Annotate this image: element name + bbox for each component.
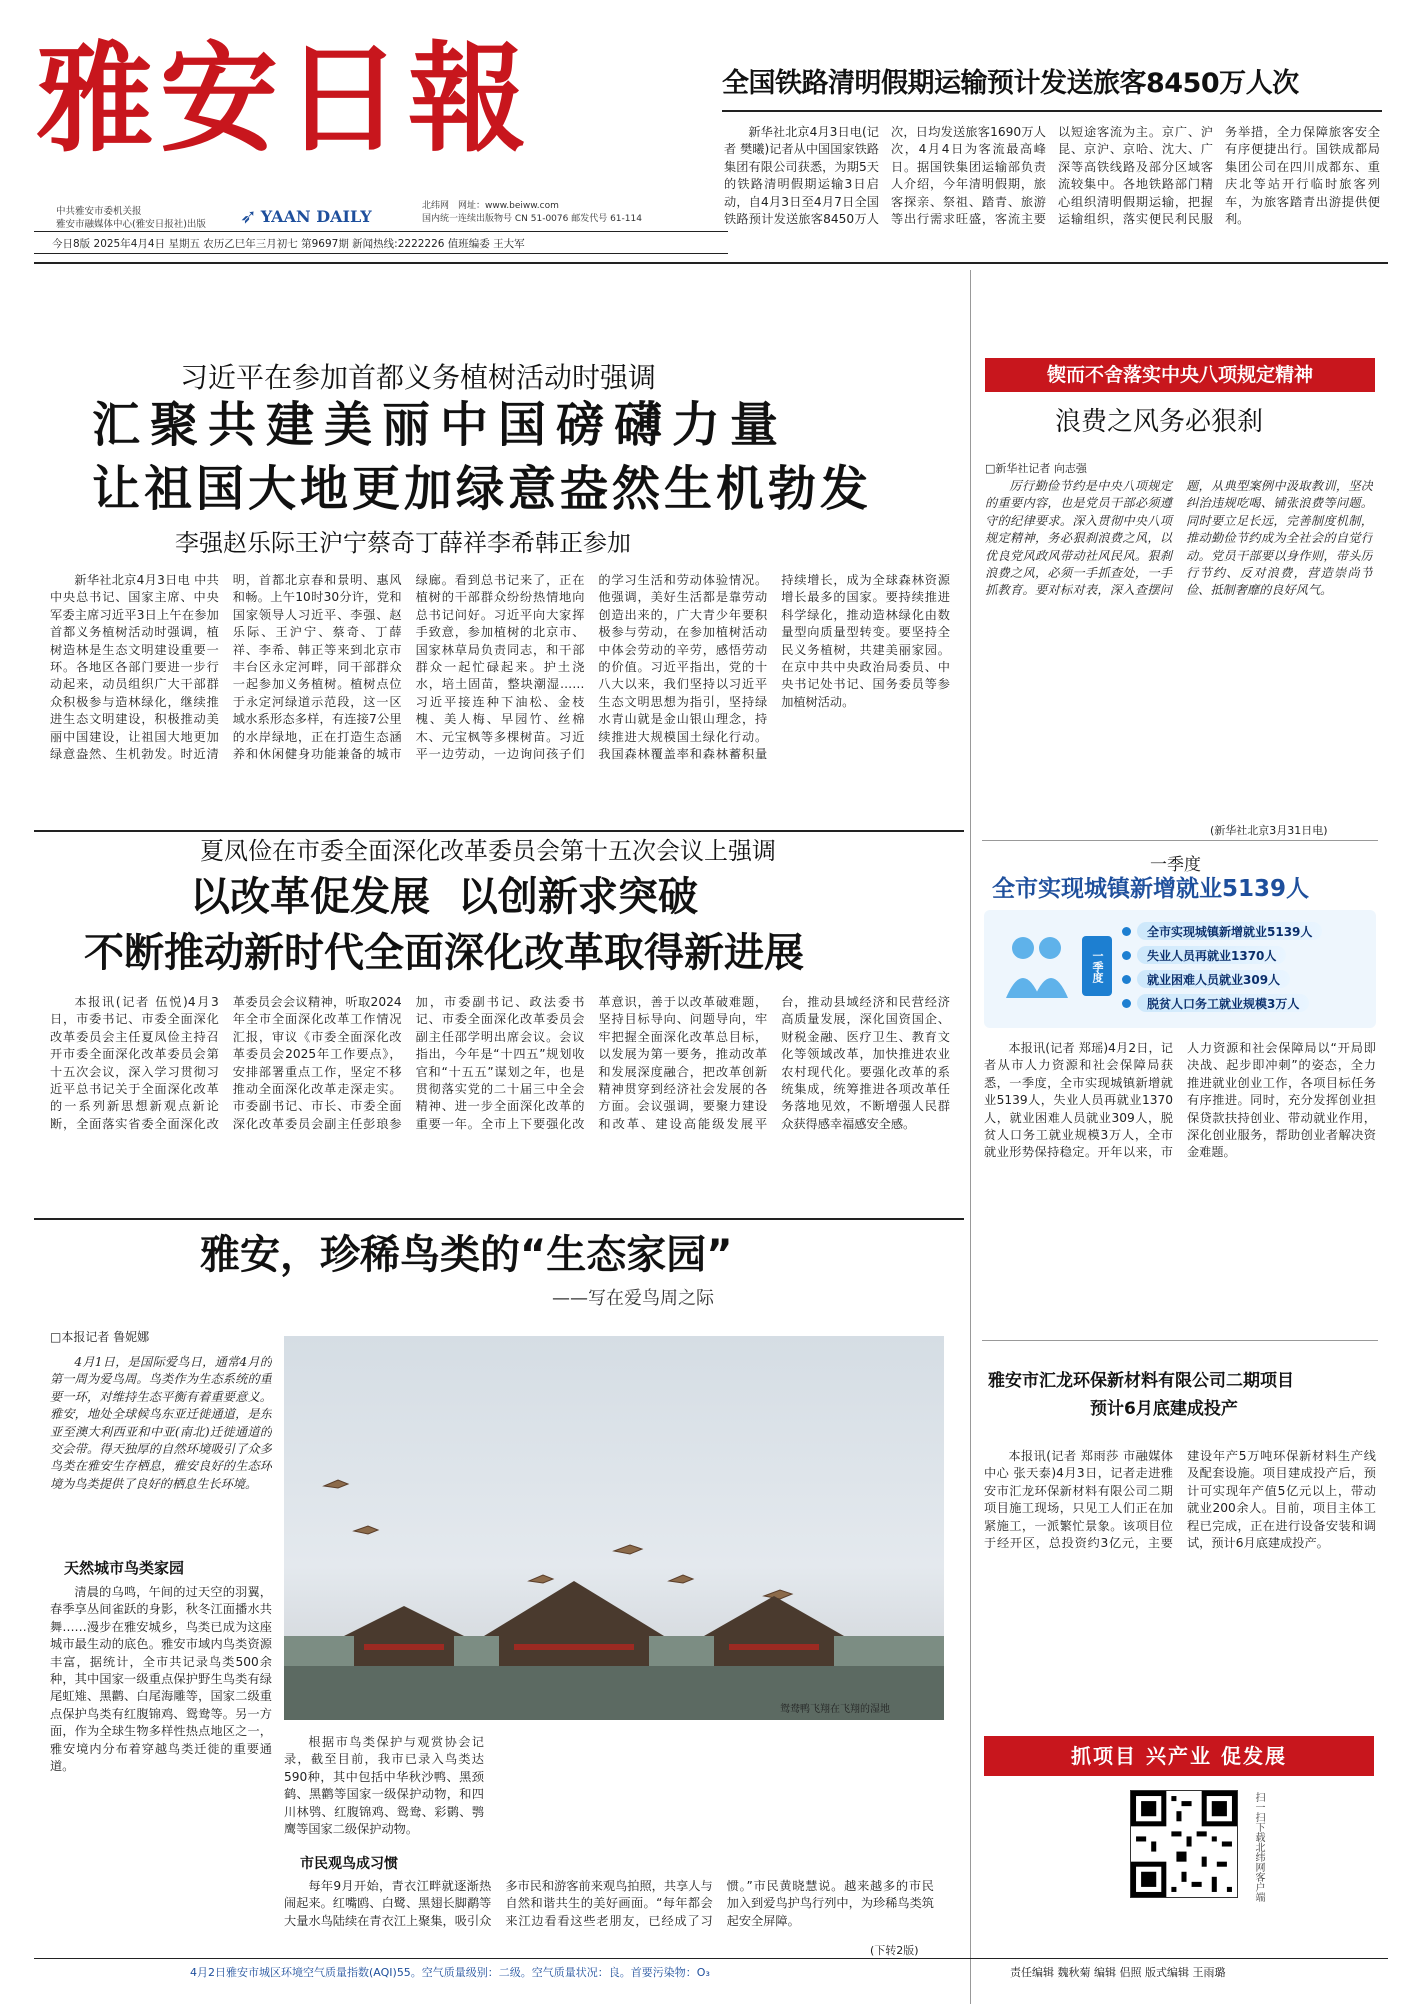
employment-bullet: 失业人员再就业1370人 — [1122, 946, 1370, 964]
employment-infographic — [984, 910, 1376, 1028]
reform-headline-line1: 以改革促发展 以创新求突破 — [190, 874, 698, 920]
employment-bullet: 全市实现城镇新增就业5139人 — [1122, 922, 1370, 940]
birds-subhead: ——写在爱鸟周之际 — [552, 1288, 714, 1309]
bird-logo-icon: ➶ — [240, 204, 257, 228]
project-headline-line2: 预计6月底建成投产 — [1090, 1399, 1238, 1419]
birds-body3: 每年9月开始，青衣江畔就逐渐热闹起来。红嘴鸥、白鹭、黑翅长脚鹬等大量水鸟陆续在青衣江上聚集，吸引众多市民和游客前来观鸟拍照，共享人与自然和谐共生的美好画面。“每年都会来江边看看这些老朋友，已经成了习惯。”市民黄晓慧说。越来越多的市民加入到爱鸟护鸟行列中，为珍稀鸟类筑起安全屏障。 — [284, 1879, 934, 1928]
birds-body2: 根据市鸟类保护与观赏协会记录，截至目前，我市已录入鸟类达590种，其中包括中华秋沙鸭、黑颈鹤、黑鹳等国家一级保护动物，和四川林鸮、红腹锦鸡、鸳鸯、彩鹮、鹗鹰等国家二级保护动物。 — [284, 1735, 484, 1837]
birds-body1: 清晨的乌鸣，午间的过天空的羽翼，春季享丛间雀跃的身影，秋冬江面播水共舞……漫步在雅安城乡，鸟类已成为这座城市最生动的底色。雅安市域内鸟类资源丰富，据统计，全市共记录鸟类500余种，其中国家一级重点保护野生鸟类有绿尾虹雉、黑鹳、白尾海雕等，国家二级重点保护鸟类有红腹锦鸡、鸳鸯等。另一方面，作为全球生物多样性热点地区之一，雅安境内分布着穿越鸟类迁徙的重要通道。 — [50, 1585, 272, 1774]
masthead-title: 雅安日報 — [36, 29, 533, 168]
edition-info-line: 今日8版 2025年4月4日 星期五 农历乙巳年三月初七 第9697期 新闻热线:2222226 值班编委 王大军 — [52, 238, 525, 250]
lead-headline-line1: 汇聚共建美丽中国磅礴力量 — [92, 397, 789, 453]
people-icon — [998, 928, 1076, 1008]
birds-sub2: 市民观鸟成习惯 — [300, 1856, 398, 1872]
reform-body: 本报讯(记者 伍悦)4月3日，市委书记、市委全面深化改革委员会主任夏凤俭主持召开市委全面深化改革委员会第十五次会议，深入学习贯彻习近平总书记关于全面深化改革的一系列新思想新观点新论断，全面落实省委全面深化改革委员会会议精神，听取2024年全市全面深化改革工作情况汇报，审议《市委全面深化改革委员会2025年工作要点》，安排部署重点工作，坚定不移推动全面深化改革走深走实。市委副书记、市长、市委全面深化改革委员会副主任彭琅参加，市委副书记、政法委书记、市委全面深化改革委员会副主任邵学明出席会议。会议指出，今年是“十四五”规划收官和“十五五”谋划之年，也是贯彻落实党的二十届三中全会精神、进一步全面深化改革的重要一年。全市上下要强化改革意识，善于以改革破难题，坚持目标导向、问题导向，牢牢把握全面深化改革总目标，以发展为第一要务，推动改革和发展深度融合，把改革创新精神贯穿到经济社会发展的各方面。会议强调，要聚力建设和改革、建设高能级发展平台，推动县域经济和民营经济高质量发展，深化国资国企、财税金融、医疗卫生、教育文化等领域改革，加快推进农业农村现代化。要强化改革的系统集成，统筹推进各项改革任务落地见效，不断增强人民群众获得感幸福感安全感。 — [50, 995, 950, 1131]
birds-byline: □本报记者 鲁妮娜 — [50, 1330, 150, 1344]
birds-headline: 雅安，珍稀鸟类的“生态家园” — [200, 1232, 733, 1278]
eight-rules-dateline: (新华社北京3月31日电) — [1210, 824, 1328, 837]
photo-caption: 鸳鸯鸭飞翔在飞翔的湿地 — [780, 1704, 890, 1715]
project-body: 本报讯(记者 郑雨莎 市融媒体中心 张天泰)4月3日，记者走进雅安市汇龙环保新材料有限公司二期项目施工现场，只见工人们正在加紧施工，一派繁忙景象。该项目位于经开区，总投资约3亿元，主要建设年产5万吨环保新材料生产线及配套设施。项目建成投产后，预计可实现年产值5亿元以上，带动就业200余人。目前，项目主体工程已完成，正在进行设备安装和调试，预计6月底建成投产。 — [984, 1449, 1376, 1551]
employment-body: 本报讯(记者 郑瑶)4月2日，记者从市人力资源和社会保障局获悉，一季度，全市实现城镇新增就业5139人，失业人员再就业1370人，就业困难人员就业309人，脱贫人口务工就业规模3万人，全市就业形势保持稳定。开年以来，市人力资源和社会保障局以“开局即决战、起步即冲刺”的姿态，全力推进就业创业工作，各项目标任务有序推进。同时，充分发挥创业担保贷款扶持创业、带动就业作用，深化创业服务，帮助创业者解决资金难题。 — [984, 1041, 1376, 1160]
birds-photo — [284, 1336, 944, 1720]
birds-intro: 4月1日，是国际爱鸟日，通常4月的第一周为爱鸟周。鸟类作为生态系统的重要一环，对维持生态平衡有着重要意义。雅安，地处全球候鸟东亚迁徙通道，是东亚至澳大利西亚和中亚(南北)迁徙通道的交会带。得天独厚的自然环境吸引了众多鸟类在雅安生存栖息，雅安良好的生态环境为鸟类提供了良好的栖息生长环境。 — [50, 1355, 272, 1491]
birds-photo-svg — [284, 1336, 944, 1720]
lead-body: 新华社北京4月3日电 中共中央总书记、国家主席、中央军委主席习近平3日上午在参加首都义务植树活动时强调，植树造林是生态文明建设重要一环。各地区各部门要进一步行动起来，动员组织广大干部群众积极参与造林绿化，继续推进生态文明建设，积极推动美丽中国建设，让祖国大地更加绿意盎然、生机勃发。时近清明，首都北京春和景明、惠风和畅。上午10时30分许，党和国家领导人习近平、李强、赵乐际、王沪宁、蔡奇、丁薛祥、李希、韩正等来到北京市丰台区永定河畔，同干部群众一起参加义务植树。植树点位于永定河绿道示范段，这一区域水系形态多样，有连接7公里的水岸绿地，正在打造生态涵养和休闲健身功能兼备的城市绿廊。看到总书记来了，正在植树的干部群众纷纷热情地向总书记问好。习近平向大家挥手致意，参加植树的北京市、国家林草局负责同志，和干部群众一起忙碌起来。护土浇水，培土固苗，整块潮湿……习近平接连种下油松、金枝槐、美人梅、早园竹、丝棉木、元宝枫等多棵树苗。习近平一边劳动，一边询问孩子们的学习生活和劳动体验情况。他强调，美好生活都是靠劳动创造出来的，广大青少年要积极参与劳动，在参加植树活动中体会劳动的辛劳，感悟劳动的价值。习近平指出，党的十八大以来，我们坚持以习近平生态文明思想为指引，坚持绿水青山就是金山银山理念，持续推进大规模国土绿化行动。我国森林覆盖率和森林蓄积量持续增长，成为全球森林资源增长最多的国家。要持续推进科学绿化，推动造林绿化由数量型向质量型转变。要坚持全民义务植树，共建美丽家园。在京中共中央政治局委员、中央书记处书记、国务委员等参加植树活动。 — [50, 573, 950, 762]
top-story-headline: 全国铁路清明假期运输预计发送旅客8450万人次 — [722, 68, 1299, 99]
reform-headline-line2: 不断推动新时代全面深化改革取得新进展 — [84, 930, 804, 976]
lead-subhead: 李强赵乐际王沪宁蔡奇丁薛祥李希韩正参加 — [175, 529, 631, 557]
quarter-badge: 一季度 — [1082, 936, 1112, 996]
slogan-text: 抓项目 兴产业 促发展 — [984, 1736, 1374, 1776]
birds-continued: (下转2版) — [870, 1944, 919, 1957]
eight-rules-byline: □新华社记者 向志强 — [985, 462, 1087, 475]
eight-rules-banner: 锲而不舍落实中央八项规定精神 — [985, 358, 1375, 392]
birds-sub1: 天然城市鸟类家园 — [64, 1559, 185, 1577]
eight-rules-body: 厉行勤俭节约是中央八项规定的重要内容，也是党员干部必须遵守的纪律要求。深入贯彻中央八项规定精神，务必狠刹浪费之风，以优良党风政风带动社风民风。狠刹浪费之风，必须一手抓查处，一手抓教育。要对标对表，深入查摆问题，从典型案例中汲取教训，坚决纠治违规吃喝、铺张浪费等问题。同时要立足长远，完善制度机制，推动勤俭节约成为全社会的自觉行动。党员干部要以身作则，带头厉行节约、反对浪费，营造崇尚节俭、抵制奢靡的良好风气。 — [985, 479, 1373, 598]
eight-rules-headline: 浪费之风务必狠刹 — [1055, 407, 1264, 437]
top-story-body: 新华社北京4月3日电(记者 樊曦)记者从中国国家铁路集团有限公司获悉，为期5天的铁路清明假期运输3日启动，自4月3日至4月7日全国铁路预计发送旅客8450万人次，日均发送旅客1690万人次，4月4日为客流最高峰日。据国铁集团运输部负责人介绍，今年清明假期，旅客探亲、祭祖、踏青、旅游等出行需求旺盛，客流主要以短途客流为主。京广、沪昆、京沪、京哈、沈大、广深等高铁线路及部分区域客流较集中。各地铁路部门精心组织清明假期运输，把握运输组织，落实便民利民服务举措，全力保障旅客安全有序便捷出行。国铁成都局集团公司在四川成都东、重庆北等站开行临时旅客列车，为旅客踏青出游提供便利。 — [724, 125, 1380, 227]
qr-code-svg — [1131, 1791, 1237, 1897]
air-quality-line: 4月2日雅安市城区环境空气质量指数(AQI)55。空气质量级别：二级。空气质量状况：良。首要污染物：O₃ — [190, 1966, 710, 1979]
qr-label: 扫一扫下载北纬网客户端 — [1253, 1792, 1264, 1902]
publication-codes: 北纬网 网址：www.beiww.com 国内统一连续出版物号 CN 51-0076 邮发代号 61-114 — [422, 201, 642, 224]
lead-kicker: 习近平在参加首都义务植树活动时强调 — [180, 361, 657, 394]
employment-bullet: 脱贫人口务工就业规模3万人 — [1122, 994, 1370, 1012]
qr-code[interactable] — [1130, 1790, 1238, 1898]
english-name: ➶ YAAN DAILY — [240, 204, 372, 228]
editors-line: 责任编辑 魏秋菊 编辑 侣照 版式编辑 王雨璐 — [1010, 1966, 1226, 1979]
employment-kicker: 一季度 — [1150, 855, 1201, 875]
employment-bullet: 就业困难人员就业309人 — [1122, 970, 1370, 988]
project-headline-line1: 雅安市汇龙环保新材料有限公司二期项目 — [988, 1371, 1294, 1391]
reform-kicker: 夏凤俭在市委全面深化改革委员会第十五次会议上强调 — [200, 837, 776, 865]
publisher-label: 中共雅安市委机关报 雅安市融媒体中心(雅安日报社)出版 — [56, 206, 206, 230]
lead-headline-line2: 让祖国大地更加绿意盎然生机勃发 — [92, 461, 873, 517]
employment-headline: 全市实现城镇新增就业5139人 — [992, 876, 1310, 902]
